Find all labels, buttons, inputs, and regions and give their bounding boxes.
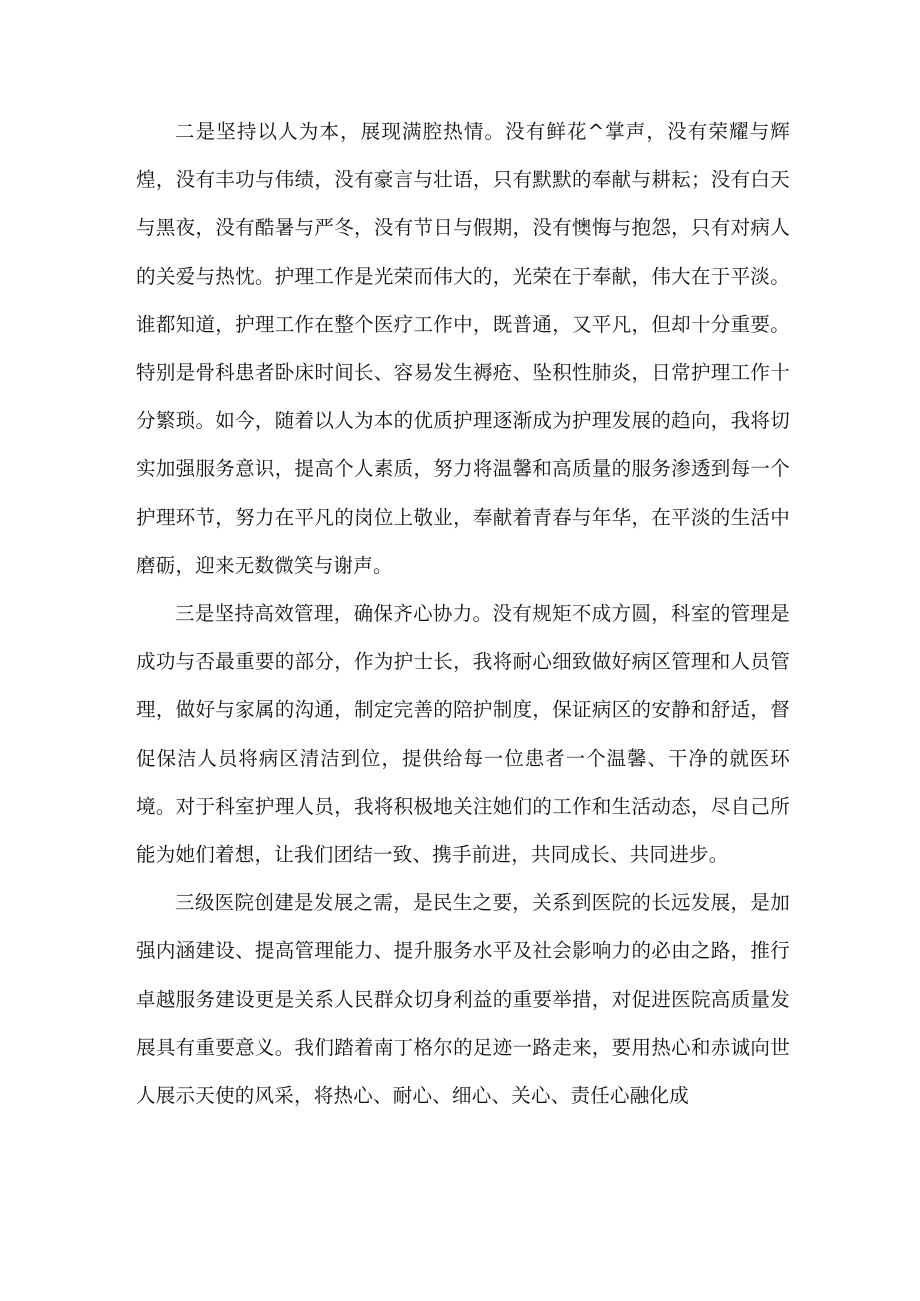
paragraph-patient-care: 二是坚持以人为本，展现满腔热情。没有鲜花^掌声，没有荣耀与辉煌，没有丰功与伟绩，没有豪言与壮语，只有默默的奉献与耕耘；没有白天与黑夜，没有酷暑与严冬，没有节日与假期，没有懊悔与抱怨，只有对病人的关爱与热忱。护理工作是光荣而伟大的，光荣在于奉献，伟大在于平淡。谁都知道，护理工作在整个医疗工作中，既普通，又平凡，但却十分重要。特别是骨科患者卧床时间长、容易发生褥疮、坠积性肺炎，日常护理工作十分繁琐。如今，随着以人为本的优质护理逐渐成为护理发展的趋向，我将切实加强服务意识，提高个人素质，努力将温馨和高质量的服务渗透到每一个护理环节，努力在平凡的岗位上敬业，奉献着青春与年华，在平淡的生活中磨砺，迎来无数微笑与谢声。 xyxy=(136,120,790,577)
paragraph-hospital-development: 三级医院创建是发展之需，是民生之要，关系到医院的长远发展，是加强内涵建设、提高管理能力、提升服务水平及社会影响力的必由之路，推行卓越服务建设更是关系人民群众切身利益的重要举措，对促进医院高质量发展具有重要意义。我们踏着南丁格尔的足迹一路走来，要用热心和赤诚向世人展示天使的风采，将热心、耐心、细心、关心、责任心融化成 xyxy=(136,891,790,1108)
body-text xyxy=(136,108,790,1120)
paragraph-management: 三是坚持高效管理，确保齐心协力。没有规矩不成方圆，科室的管理是成功与否最重要的部分，作为护士长，我将耐心细致做好病区管理和人员管理，做好与家属的沟通，制定完善的陪护制度，保证病区的安静和舒适，督促保洁人员将病区清洁到位，提供给每一位患者一个温馨、干净的就医环境。对于科室护理人员，我将积极地关注她们的工作和生活动态，尽自己所能为她们着想，让我们团结一致、携手前进，共同成长、共同进步。 xyxy=(136,602,790,867)
